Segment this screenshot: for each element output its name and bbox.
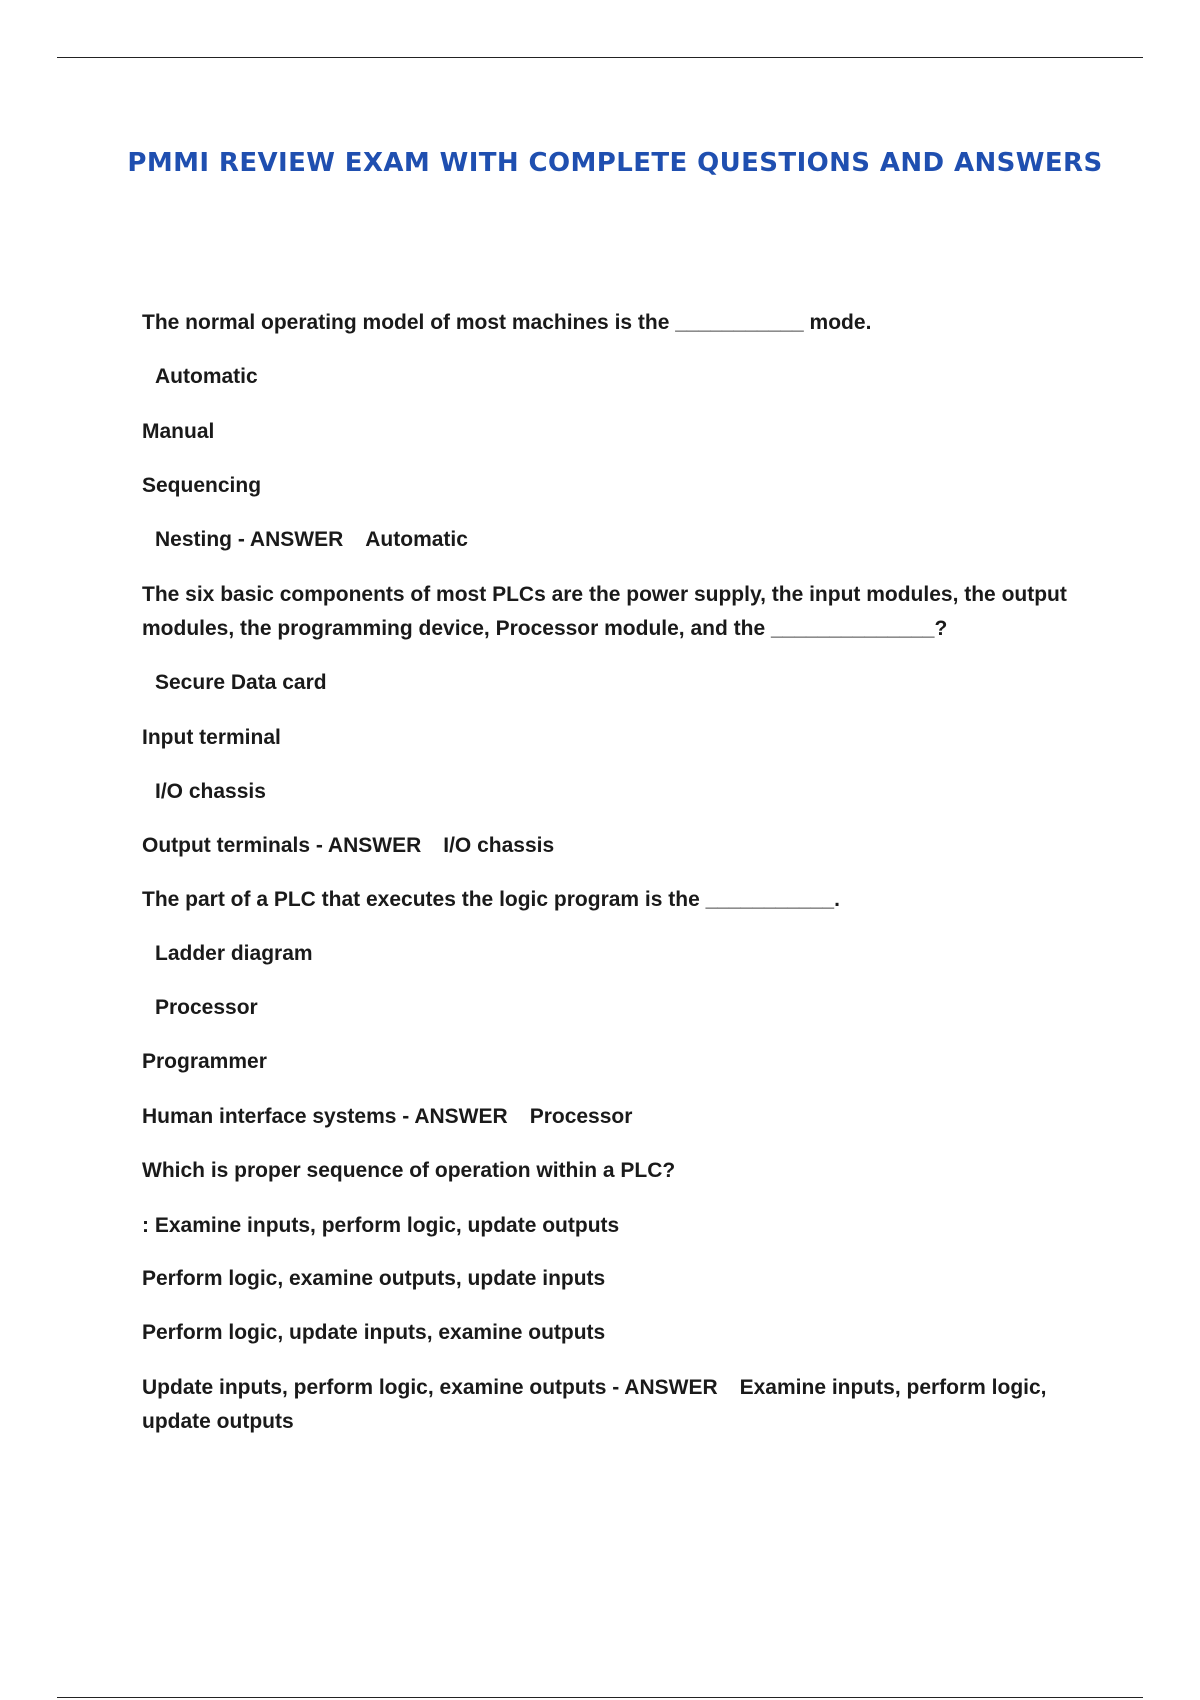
answer-marker: - ANSWER <box>402 1105 508 1128</box>
bottom-rule <box>57 1697 1143 1698</box>
q4-option-2: Perform logic, examine outputs, update inputs <box>142 1267 606 1290</box>
q3-option-4-with-answer <box>142 1100 632 1134</box>
q1-option-4: Nesting <box>155 528 233 551</box>
question-2: The six basic components of most PLCs are the power supply, the input modules, the output modules, the programming device, Processor module, and the ______________? <box>142 583 1067 640</box>
question-1: The normal operating model of most machines is the ___________ mode. <box>142 311 872 334</box>
q1-option-1: Automatic <box>155 365 258 388</box>
q3-option-4: Human interface systems <box>142 1105 397 1128</box>
q3-option-3: Programmer <box>142 1050 267 1073</box>
q1-option-3: Sequencing <box>142 474 262 497</box>
q2-option-2: Input terminal <box>142 726 281 749</box>
q3-answer: Processor <box>529 1105 633 1128</box>
q4-option-3: Perform logic, update inputs, examine outputs <box>142 1321 606 1344</box>
q4-option-4: Update inputs, perform logic, examine outputs <box>142 1376 607 1399</box>
q4-option-1: : Examine inputs, perform logic, update outputs <box>142 1214 620 1237</box>
q4-answer: Examine inputs, perform logic, update outputs <box>142 1376 1047 1433</box>
document-title: PMMI REVIEW EXAM WITH COMPLETE QUESTIONS AND ANSWERS <box>127 148 1103 178</box>
q2-option-1: Secure Data card <box>155 671 327 694</box>
q2-option-4-with-answer <box>142 829 554 863</box>
q1-option-2: Manual <box>142 420 215 443</box>
answer-marker: - ANSWER <box>315 834 422 857</box>
q1-option-4-with-answer <box>155 523 468 557</box>
answer-marker: - ANSWER <box>237 528 344 551</box>
q3-option-1: Ladder diagram <box>155 942 313 965</box>
q4-option-4-with-answer <box>142 1371 1092 1439</box>
q2-answer: I/O chassis <box>443 834 555 857</box>
q2-option-3: I/O chassis <box>155 780 266 803</box>
question-3: The part of a PLC that executes the logic program is the ___________. <box>142 888 840 911</box>
q2-option-4: Output terminals <box>142 834 311 857</box>
q3-option-2: Processor <box>155 996 258 1019</box>
question-4: Which is proper sequence of operation within a PLC? <box>142 1159 676 1182</box>
answer-marker: - ANSWER <box>612 1376 718 1399</box>
top-rule <box>57 57 1143 58</box>
q1-answer: Automatic <box>365 528 468 551</box>
